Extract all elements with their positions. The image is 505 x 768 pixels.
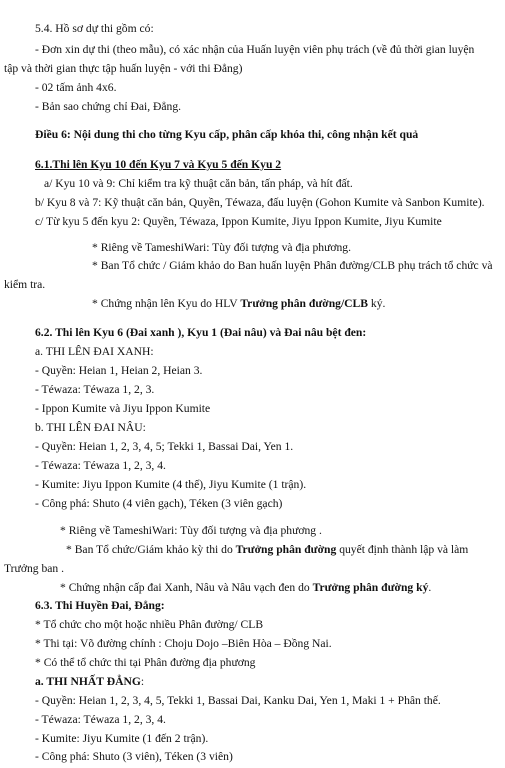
section-6-3-heading: 6.3. Thi Huyền Đai, Đẳng: xyxy=(35,599,165,612)
section-6-2-note: Trưởng ban . xyxy=(4,562,64,575)
section-6-2-line: - Quyền: Heian 1, 2, 3, 4, 5; Tekki 1, Bassai Dai, Yen 1. xyxy=(35,440,294,453)
section-6-3-line: * Thi tại: Võ đường chính : Choju Dojo –Biên Hòa – Đồng Nai. xyxy=(35,637,332,650)
section-5-4-heading: 5.4. Hồ sơ dự thi gồm có: xyxy=(35,22,154,35)
section-5-4-line: - Đơn xin dự thi (theo mẫu), có xác nhận của Huấn luyện viên phụ trách (về đủ thời gian luyện xyxy=(35,43,475,56)
section-6-2-line: - Téwaza: Téwaza 1, 2, 3. xyxy=(35,383,155,396)
section-6-3-line: - Téwaza: Téwaza 1, 2, 3, 4. xyxy=(35,713,166,726)
section-6-1-note: * Chứng nhận lên Kyu do HLV Trưởng phân đường/CLB ký. xyxy=(92,297,386,310)
section-5-4-line: - 02 tấm ảnh 4x6. xyxy=(35,81,117,94)
section-6-1-note: kiểm tra. xyxy=(4,278,46,291)
section-6-1-item-a: a/ Kyu 10 và 9: Chỉ kiểm tra kỹ thuật căn bản, tấn pháp, và hít đất. xyxy=(44,177,353,190)
section-6-1-item-c: c/ Từ kyu 5 đến kyu 2: Quyền, Téwaza, Ippon Kumite, Jiyu Ippon Kumite, Jiyu Kumite xyxy=(35,215,442,228)
section-6-2-line: - Công phá: Shuto (4 viên gạch), Téken (3 viên gạch) xyxy=(35,497,283,510)
section-6-2-heading: 6.2. Thi lên Kyu 6 (Đai xanh ), Kyu 1 (Đai nâu) và Đai nâu bệt đen: xyxy=(35,326,367,339)
section-6-2-line: - Quyền: Heian 1, Heian 2, Heian 3. xyxy=(35,364,203,377)
section-6-2-line: - Ippon Kumite và Jiyu Ippon Kumite xyxy=(35,402,211,415)
section-6-3-subtitle: a. THI NHẤT ĐẲNG: xyxy=(35,675,145,688)
section-6-2-subtitle: b. THI LÊN ĐAI NÂU: xyxy=(35,421,146,434)
article-6-title: Điều 6: Nội dung thi cho từng Kyu cấp, phân cấp khóa thi, công nhận kết quả xyxy=(35,128,419,141)
section-6-3-line: - Kumite: Jiyu Kumite (1 đến 2 trận). xyxy=(35,732,209,745)
section-6-3-line: * Tổ chức cho một hoặc nhiều Phân đường/ CLB xyxy=(35,618,264,631)
section-6-3-line: - Công phá: Shuto (3 viên), Téken (3 viên) xyxy=(35,750,233,763)
section-6-1-heading: 6.1.Thi lên Kyu 10 đến Kyu 7 và Kyu 5 đến Kyu 2 xyxy=(35,158,282,171)
section-5-4-line: - Bản sao chứng chỉ Đai, Đẳng. xyxy=(35,100,182,113)
section-5-4-line: tập và thời gian thực tập huấn luyện - với thi Đẳng) xyxy=(4,62,243,75)
section-6-1-item-b: b/ Kyu 8 và 7: Kỹ thuật căn bản, Quyền, Téwaza, đấu luyện (Gohon Kumite và Sanbon Kumite). xyxy=(35,196,485,209)
section-6-2-line: - Téwaza: Téwaza 1, 2, 3, 4. xyxy=(35,459,166,472)
section-6-2-line: - Kumite: Jiyu Ippon Kumite (4 thế), Jiyu Kumite (1 trận). xyxy=(35,478,307,491)
section-6-2-note: * Chứng nhận cấp đai Xanh, Nâu và Nâu vạch đen do Trưởng phân đường ký. xyxy=(60,581,432,594)
section-6-2-note: * Riêng về TameshiWari: Tùy đối tượng và địa phương . xyxy=(60,524,322,537)
section-6-3-line: - Quyền: Heian 1, 2, 3, 4, 5, Tekki 1, Bassai Dai, Kanku Dai, Yen 1, Maki 1 + Phân thế. xyxy=(35,694,441,707)
section-6-1-note: * Ban Tổ chức / Giám khảo do Ban huấn luyện Phân đường/CLB phụ trách tổ chức và xyxy=(92,259,493,272)
section-6-3-line: * Có thể tổ chức thi tại Phân đường địa phương xyxy=(35,656,256,669)
section-6-2-note: * Ban Tổ chức/Giám khảo kỳ thi do Trưởng phân đường quyết định thành lập và làm xyxy=(66,543,469,556)
section-6-2-subtitle: a. THI LÊN ĐAI XANH: xyxy=(35,345,154,358)
section-6-1-note: * Riêng về TameshiWari: Tùy đối tượng và địa phương. xyxy=(92,241,352,254)
